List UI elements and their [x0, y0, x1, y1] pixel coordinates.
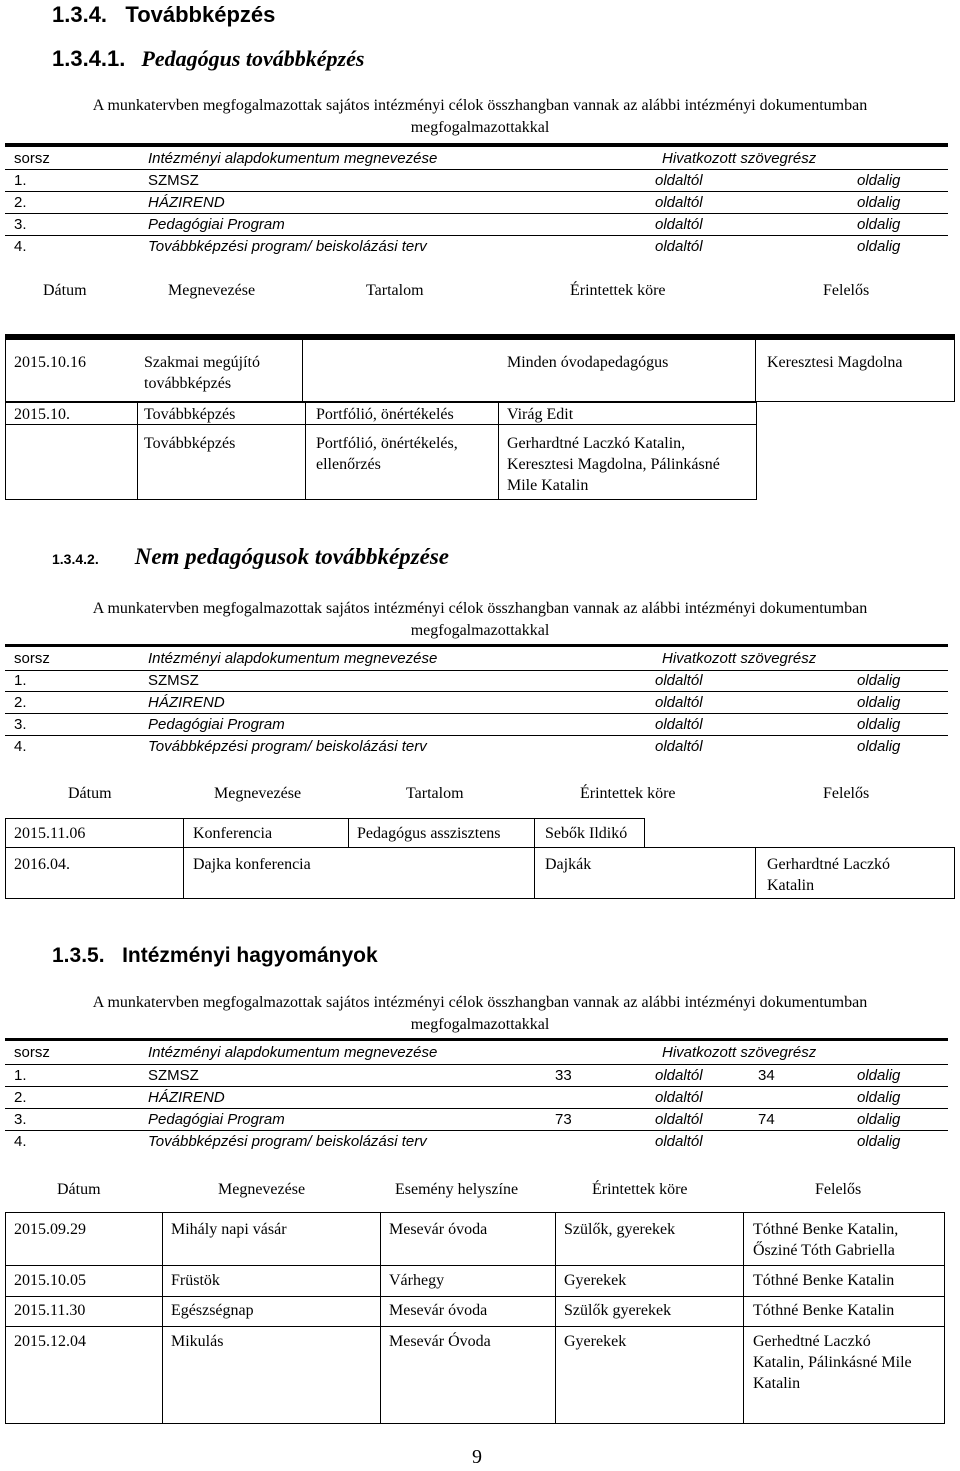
table-cell: Früstök	[171, 1272, 220, 1289]
table-cell: Dajkák	[545, 856, 592, 873]
table-cell: Továbbképzés	[144, 435, 236, 452]
table-top-rule	[5, 143, 948, 147]
col-header-date: Dátum	[57, 1181, 101, 1198]
col-header-document: Intézményi alapdokumentum megnevezése	[148, 1044, 438, 1061]
table-cell: Gerhardtné Laczkó Katalin, Keresztesi Magdolna, Pálinkásné Mile Katalin	[507, 435, 720, 494]
heading-text: Pedagógus továbbképzés	[141, 46, 365, 71]
intro-text-3	[0, 992, 960, 1036]
page-from: oldaltól	[655, 238, 703, 255]
col-header-content: Tartalom	[406, 785, 464, 802]
intro-line: A munkatervben megfogalmazottak sajátos intézményi célok összhangban vannak az alábbi intézményi dokumentumban	[92, 600, 868, 617]
col-header-sorsz: sorsz	[14, 650, 50, 667]
row-divider	[5, 213, 948, 214]
row-number: 2.	[14, 194, 27, 211]
row-number: 2.	[14, 1089, 27, 1106]
page-to: oldalig	[857, 1067, 901, 1084]
page-to: oldalig	[857, 172, 901, 189]
table-cell: 2015.09.29	[14, 1221, 86, 1238]
heading-number: 1.3.5.	[52, 944, 105, 967]
reference-table-2	[0, 644, 960, 764]
col-divider	[137, 402, 138, 500]
table-cell: Tóthné Benke Katalin	[753, 1272, 895, 1289]
col-header-document: Intézményi alapdokumentum megnevezése	[148, 650, 438, 667]
heading-1-3-4-2	[52, 544, 449, 570]
table-cell: Sebők Ildikó	[545, 825, 628, 842]
table-cell: 2015.10.	[14, 406, 70, 423]
row-divider	[5, 235, 948, 236]
heading-1-3-5	[52, 944, 378, 968]
doc-name: Pedagógiai Program	[148, 716, 285, 733]
col-header-name: Megnevezése	[168, 282, 256, 299]
row-number: 3.	[14, 716, 27, 733]
col-header-reference: Hivatkozott szövegrész	[662, 650, 817, 667]
col-divider	[305, 402, 306, 500]
col-header-venue: Esemény helyszíne	[395, 1181, 519, 1198]
doc-name: SZMSZ	[148, 172, 199, 189]
table-cell: Konferencia	[193, 825, 273, 842]
page-from: oldaltól	[655, 1133, 703, 1150]
page-number-to: 34	[758, 1067, 775, 1084]
page-from: oldaltól	[655, 716, 703, 733]
col-header-reference: Hivatkozott szövegrész	[662, 150, 817, 167]
row-number: 2.	[14, 694, 27, 711]
row-divider	[5, 670, 948, 671]
col-divider	[348, 818, 349, 848]
page-from: oldaltól	[655, 1111, 703, 1128]
table-cell: Szakmai megújító továbbképzés	[144, 354, 260, 392]
page-from: oldaltól	[655, 738, 703, 755]
heading-number: 1.3.4.	[52, 2, 108, 27]
page-from: oldaltól	[655, 1089, 703, 1106]
table-cell: 2015.10.16	[14, 354, 86, 371]
table-cell: 2015.10.05	[14, 1272, 86, 1289]
col-divider	[743, 1212, 744, 1424]
col-divider	[755, 340, 756, 402]
table-cell: Keresztesi Magdolna	[767, 354, 903, 371]
intro-line: A munkatervben megfogalmazottak sajátos intézményi célok összhangban vannak az alábbi intézményi dokumentumban	[92, 994, 868, 1011]
table-cell: 2016.04.	[14, 856, 70, 873]
row-number: 1.	[14, 672, 27, 689]
col-divider	[162, 1212, 163, 1424]
row-divider	[5, 1326, 945, 1327]
page-to: oldalig	[857, 672, 901, 689]
doc-name: HÁZIREND	[148, 194, 225, 211]
row-divider	[5, 713, 948, 714]
row-divider	[5, 1130, 948, 1131]
page-number-to: 74	[758, 1111, 775, 1128]
doc-name: SZMSZ	[148, 1067, 199, 1084]
heading-number: 1.3.4.1.	[52, 46, 126, 71]
col-header-date: Dátum	[68, 785, 112, 802]
heading-number: 1.3.4.2.	[52, 551, 99, 567]
intro-line: megfogalmazottakkal	[410, 622, 550, 639]
page-to: oldalig	[857, 716, 901, 733]
table-cell: Gerhardtné Laczkó Katalin	[767, 856, 891, 894]
table-cell: Mihály napi vásár	[171, 1221, 287, 1238]
doc-name: SZMSZ	[148, 672, 199, 689]
page-to: oldalig	[857, 694, 901, 711]
page-to: oldalig	[857, 1111, 901, 1128]
table2-header	[0, 785, 960, 807]
col-divider	[302, 340, 303, 402]
table1-header	[0, 282, 960, 304]
table-cell: Mikulás	[171, 1333, 224, 1350]
table-cell: Várhegy	[389, 1272, 445, 1289]
row-divider	[5, 735, 948, 736]
col-divider	[498, 402, 499, 500]
row-divider	[5, 1296, 945, 1297]
table-cell: Mesevár óvoda	[389, 1221, 488, 1238]
col-header-reference: Hivatkozott szövegrész	[662, 1044, 817, 1061]
doc-name: Továbbképzési program/ beiskolázási terv	[148, 738, 427, 755]
page-to: oldalig	[857, 1089, 901, 1106]
col-header-date: Dátum	[43, 282, 87, 299]
heading-text: Intézményi hagyományok	[122, 944, 378, 967]
table-cell: 2015.11.30	[14, 1302, 86, 1319]
table-top-rule	[5, 644, 948, 647]
page-to: oldalig	[857, 1133, 901, 1150]
table-cell: Mesevár óvoda	[389, 1302, 488, 1319]
row-number: 4.	[14, 1133, 27, 1150]
page-number-from: 73	[555, 1111, 572, 1128]
col-divider	[534, 847, 535, 899]
table-cell: 2015.11.06	[14, 825, 86, 842]
table-cell: Mesevár Óvoda	[389, 1333, 491, 1350]
doc-name: Pedagógiai Program	[148, 216, 285, 233]
intro-line: megfogalmazottakkal	[410, 1016, 550, 1033]
col-header-affected: Érintettek köre	[580, 785, 676, 802]
page-from: oldaltól	[655, 194, 703, 211]
table-cell: Tóthné Benke Katalin, Ősziné Tóth Gabriella	[753, 1221, 899, 1259]
row-number: 4.	[14, 738, 27, 755]
intro-line: A munkatervben megfogalmazottak sajátos intézményi célok összhangban vannak az alábbi intézményi dokumentumban	[92, 97, 868, 114]
reference-table-3	[0, 1038, 960, 1158]
row-divider	[5, 691, 948, 692]
col-divider	[755, 847, 756, 899]
row-number: 3.	[14, 216, 27, 233]
page-from: oldaltól	[655, 1067, 703, 1084]
col-header-responsible: Felelős	[823, 282, 870, 299]
intro-line: megfogalmazottakkal	[410, 119, 550, 136]
row-divider	[5, 1108, 948, 1109]
col-header-document: Intézményi alapdokumentum megnevezése	[148, 150, 438, 167]
table-cell: Gyerekek	[564, 1272, 627, 1289]
table-cell: 2015.12.04	[14, 1333, 86, 1350]
row-number: 1.	[14, 1067, 27, 1084]
page-from: oldaltól	[655, 694, 703, 711]
table-cell: Dajka konferencia	[193, 856, 311, 873]
col-header-responsible: Felelős	[815, 1181, 862, 1198]
row-divider	[5, 1265, 945, 1266]
col-divider	[555, 1212, 556, 1424]
table-cell: Gerhedtné Laczkó Katalin, Pálinkásné Mile Katalin	[753, 1333, 912, 1392]
doc-name: Továbbképzési program/ beiskolázási terv	[148, 1133, 427, 1150]
col-header-affected: Érintettek köre	[592, 1181, 688, 1198]
reference-table-1	[0, 140, 960, 260]
row-divider	[5, 1064, 948, 1065]
row-divider	[5, 169, 948, 170]
page-to: oldalig	[857, 738, 901, 755]
intro-text-2	[0, 598, 960, 642]
col-header-sorsz: sorsz	[14, 1044, 50, 1061]
table3-header	[0, 1181, 960, 1203]
col-header-responsible: Felelős	[823, 785, 870, 802]
row-number: 4.	[14, 238, 27, 255]
col-header-name: Megnevezése	[218, 1181, 306, 1198]
col-header-sorsz: sorsz	[14, 150, 50, 167]
row-divider	[5, 1086, 948, 1087]
col-header-affected: Érintettek köre	[570, 282, 666, 299]
page-number-from: 33	[555, 1067, 572, 1084]
col-divider	[534, 818, 535, 848]
table-cell: Továbbképzés	[144, 406, 236, 423]
intro-text-1	[0, 95, 960, 139]
table-cell: Szülők gyerekek	[564, 1302, 672, 1319]
table-cell: Virág Edit	[507, 406, 574, 423]
doc-name: Pedagógiai Program	[148, 1111, 285, 1128]
page-to: oldalig	[857, 238, 901, 255]
heading-text: Továbbképzés	[125, 2, 276, 27]
heading-1-3-4	[52, 2, 275, 28]
page-from: oldaltól	[655, 672, 703, 689]
col-divider	[380, 1212, 381, 1424]
table-cell: Pedagógus asszisztens	[357, 825, 501, 842]
col-header-name: Megnevezése	[214, 785, 302, 802]
doc-name: HÁZIREND	[148, 1089, 225, 1106]
heading-1-3-4-1	[52, 46, 364, 72]
page-to: oldalig	[857, 194, 901, 211]
page-from: oldaltól	[655, 216, 703, 233]
row-divider	[5, 191, 948, 192]
table-cell: Portfólió, önértékelés	[316, 406, 454, 423]
page-from: oldaltól	[655, 172, 703, 189]
table-cell: Egészségnap	[171, 1302, 254, 1319]
table-cell: Minden óvodapedagógus	[507, 354, 669, 371]
row-number: 1.	[14, 172, 27, 189]
page-to: oldalig	[857, 216, 901, 233]
doc-name: Továbbképzési program/ beiskolázási terv	[148, 238, 427, 255]
page-number: 9	[472, 1446, 482, 1468]
doc-name: HÁZIREND	[148, 694, 225, 711]
heading-text: Nem pedagógusok továbbképzése	[134, 544, 449, 569]
table-cell: Tóthné Benke Katalin	[753, 1302, 895, 1319]
table-cell: Portfólió, önértékelés, ellenőrzés	[316, 435, 458, 473]
col-divider	[183, 818, 184, 848]
col-divider	[183, 847, 184, 899]
row-number: 3.	[14, 1111, 27, 1128]
table-cell: Szülők, gyerekek	[564, 1221, 676, 1238]
col-header-content: Tartalom	[366, 282, 424, 299]
table-top-rule	[5, 1038, 948, 1041]
table-cell: Gyerekek	[564, 1333, 627, 1350]
